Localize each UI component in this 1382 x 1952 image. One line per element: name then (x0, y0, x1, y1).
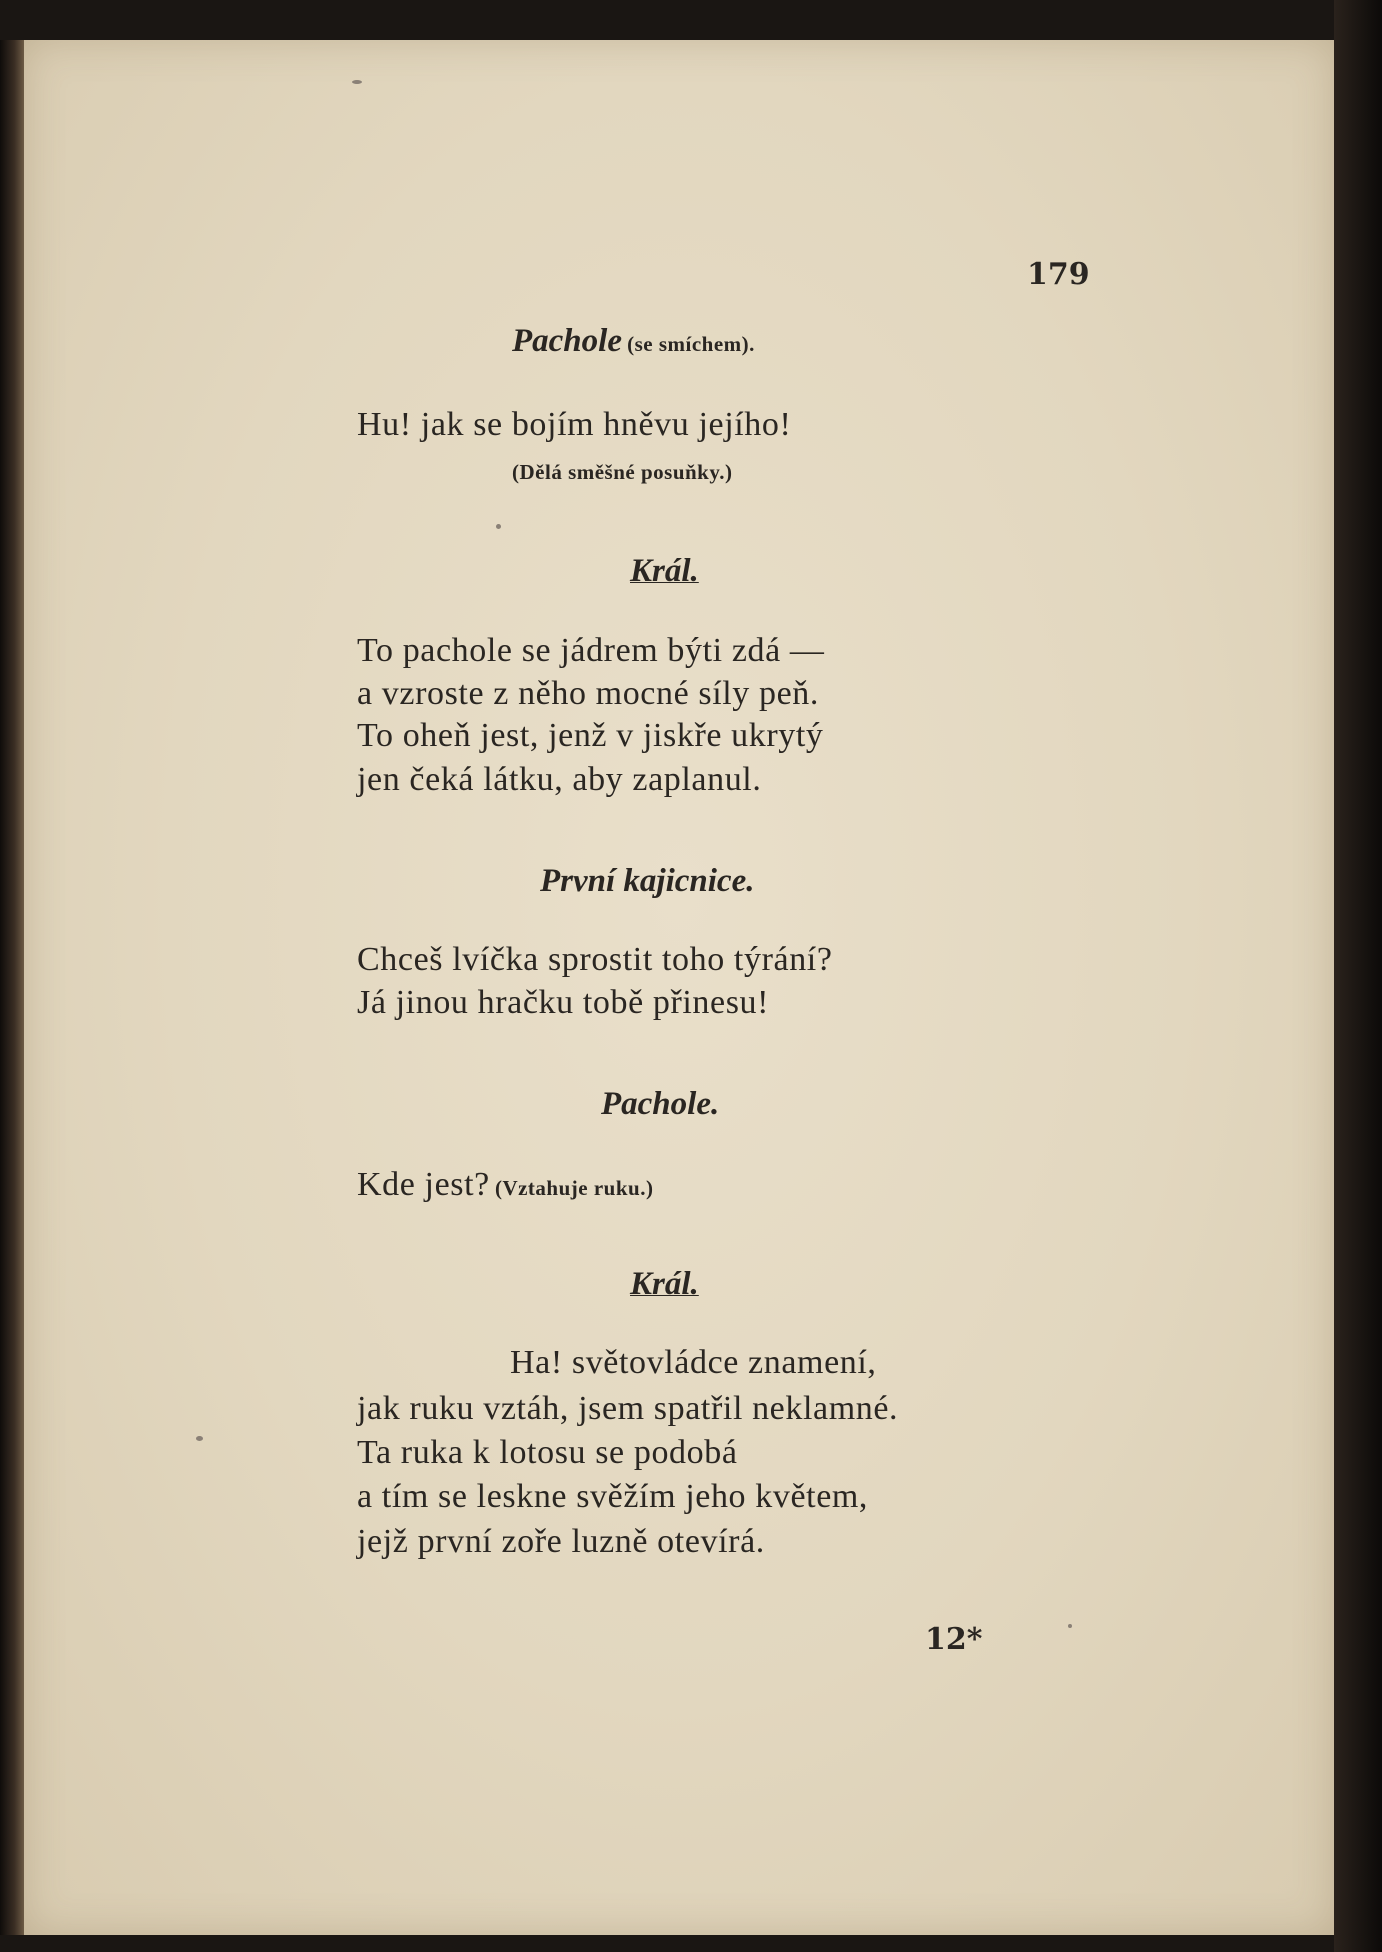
speaker-name: Král. (630, 553, 699, 589)
verse-line: jejž první zoře luzně otevírá. (357, 1523, 765, 1560)
verse-line: Já jinou hračku tobě přinesu! (357, 984, 770, 1021)
verse-line: To oheň jest, jenž v jiskře ukrytý (357, 717, 824, 754)
page-number: 179 (1027, 257, 1090, 292)
verse-line: Kde jest? (357, 1166, 490, 1203)
verse-line: Ta ruka k lotosu se podobá (357, 1434, 738, 1471)
speaker-name: Král. (630, 1266, 699, 1302)
speaker-name: Pachole (512, 323, 622, 359)
verse-line: a vzroste z něho mocné síly peň. (357, 675, 819, 712)
speech-with-direction (357, 1168, 653, 1202)
stage-direction: (Vztahuje ruku.) (494, 1176, 654, 1200)
verse-line: Hu! jak se bojím hněvu jejího! (357, 406, 792, 443)
stage-direction: (Dělá směšné posuňky.) (512, 460, 733, 484)
paper-speck (352, 80, 362, 84)
page-right-edge (1334, 0, 1382, 1952)
verse-line: To pachole se jádrem býti zdá — (357, 632, 825, 669)
verse-line: Ha! světovládce znamení, (510, 1344, 877, 1381)
book-spine-edge (0, 40, 24, 1935)
verse-line: Chceš lvíčka sprostit toho týrání? (357, 941, 833, 978)
verse-line: a tím se leskne svěžím jeho květem, (357, 1478, 869, 1515)
paper-speck (1068, 1624, 1072, 1628)
paper-speck (496, 524, 501, 529)
verse-line: jak ruku vztáh, jsem spatřil neklamné. (357, 1390, 899, 1427)
speaker-name: První kajicnice. (540, 863, 755, 899)
paper-speck (196, 1436, 203, 1441)
speaker-name: Pachole. (601, 1086, 720, 1122)
stage-direction: (se smíchem). (627, 332, 755, 356)
printer-signature: 12* (925, 1622, 983, 1657)
speaker-heading (512, 325, 755, 358)
verse-line: jen čeká látku, aby zaplanul. (357, 761, 762, 798)
